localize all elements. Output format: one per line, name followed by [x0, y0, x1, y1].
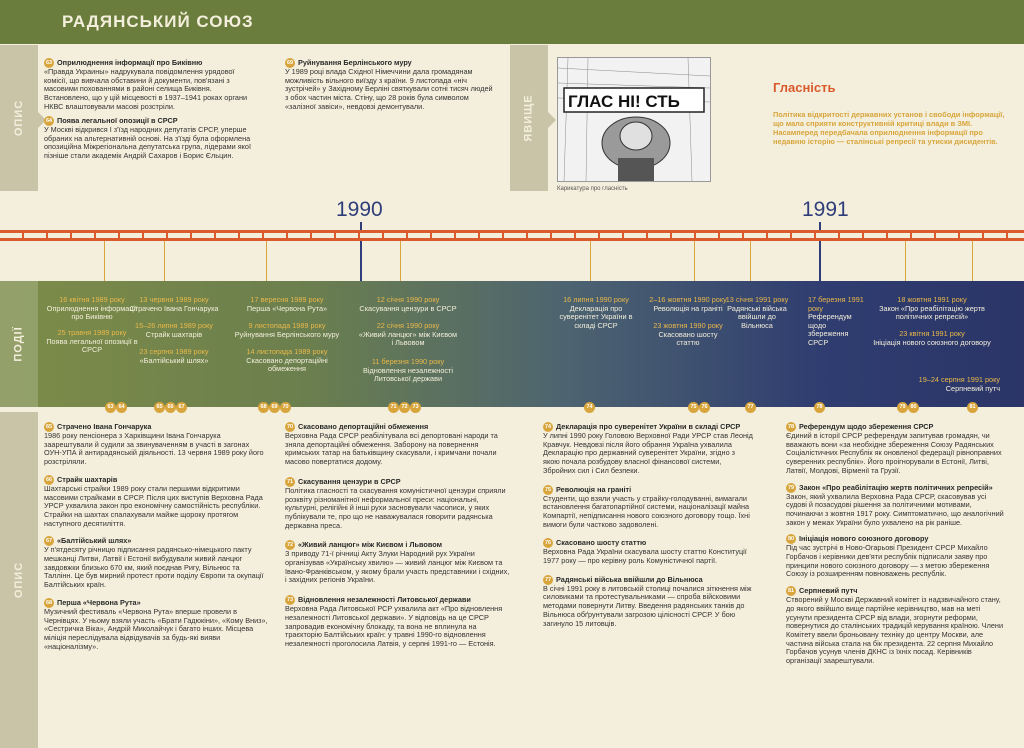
year-1991: 1991 [802, 198, 849, 221]
page-title: РАДЯНСЬКИЙ СОЮЗ [62, 12, 254, 31]
marker-73: 73 [410, 402, 421, 413]
timeline-stem [164, 241, 165, 281]
side-tab-description-bottom: ОПИС [0, 412, 38, 748]
event-80: 23 квітня 1991 року Ініціація нового союзного договору [873, 329, 991, 347]
timeline-stem [750, 241, 751, 281]
marker-81: 81 [967, 402, 978, 413]
event-72: 22 січня 1990 року «Живий ланцюг» між Києвом і Львовом [358, 321, 458, 348]
desc-item-73: 73 Відновлення незалежності Литовської держави Верховна Рада Литовської РСР ухвалила акт «Про відновлення незалежності Литовської держави». У відповідь на це СРСР запровадив економічну блокаду, та вона не вплинула на траєкторію Балтійських країн: у травні 1990-го відновлення незалежності проголосила Латвія, у серпні 1991-го — Естонія. [285, 595, 503, 648]
side-tab-phenomenon: ЯВИЩЕ [510, 45, 548, 191]
top-desc-item-69: 69 Руйнування Берлінського муру У 1989 році влада Східної Німеччини дала громадянам можливість вільного виїзду з країни. 9 листопада «ніч зустрічей» у Західному Берліні святкували сотні тисяч людей з обох частин міста. Стіну, що 28 років була символом «залізної завіси», невдовзі демонтували. [285, 57, 493, 111]
timeline-stem [905, 241, 906, 281]
event-68: 17 вересня 1989 року Перша «Червона Рута» [246, 295, 328, 313]
desc-item-78: 78 Референдум щодо збереження СРСР Єдиний в історії СРСР референдум запитував громадян, чи вважають вони «за необхідне збереження Союзу Радянських Соціалістичних Республік як оновленої федерації рівноправних суверенних республік». Його проігнорували в Естонії, Литві, Латвії, Молдові, Вірменії та Грузії. [786, 421, 1002, 475]
marker-80: 80 [908, 402, 919, 413]
glasnost-cartoon [557, 57, 711, 182]
marker-69: 69 [269, 402, 280, 413]
desc-item-71: 71 Скасування цензури в СРСР Політика гласності та скасування комуністичної цензури сприяли розквіту різноманітної неформальної преси: національні, культурні, релігійні й інші рухи засновували часописи, у яких публікували те, про що не наважувалася говорити радянська державна преса. [285, 476, 506, 530]
event-73: 11 березня 1990 року Відновлення незалежності Литовської держави [362, 357, 454, 384]
side-tab-description-top: ОПИС [0, 45, 38, 191]
marker-72: 72 [399, 402, 410, 413]
timeline-stem [104, 241, 105, 281]
timeline-ruler-ticks [0, 233, 1024, 238]
event-76: 23 жовтня 1990 року Скасовано шосту статтю [653, 321, 723, 348]
marker-63: 63 [105, 402, 116, 413]
marker-77: 77 [745, 402, 756, 413]
desc-item-68: 68 Перша «Червона Рута» Музичний фестиваль «Червона Рута» вперше провели в Чернівцях. У ньому взяли участь «Брати Гадюкіни», «Кому Вниз», «Сестричка Віка», Андрій Миколайчук і багато інших. Місцева міліція переслідувала відвідувачів за будь-які вияви «націоналізму». [44, 597, 268, 651]
timeline-stem [972, 241, 973, 281]
event-74: 16 липня 1990 року Декларація про суверенітет України в складі СРСР [559, 295, 633, 330]
event-81: 19–24 серпня 1991 року Серпневий путч [918, 375, 1000, 393]
event-69: 9 листопада 1989 року Руйнування Берлінського муру [234, 321, 340, 339]
desc-item-67: 67 «Балтійський шлях» У п'ятдесяту річницю підписання радянсько-німецького пакту мешканці Литви, Латвії і Естонії вибудували живий ланцюг завдовжки близько 670 км, який поєднав Ригу, Вільнюс та Таллінн. Це був мирний протест проти поділу Європи та окупації Балтійських країн. [44, 536, 264, 590]
year-1990: 1990 [336, 198, 383, 221]
desc-item-77: 77 Радянські війська ввійшли до Вільнюса В січні 1991 року в литовській столиці почалися зіткнення між силовиками та протестувальниками — спроба війсковими методами повернути Литву. Введення радянських танків до Вільнюса обґрунтували загрозою цілісності СРСР. У бою загинуло 15 литовців. [543, 574, 752, 628]
timeline-stem [400, 241, 401, 281]
event-75: 2–16 жовтня 1990 року Революція на граніті [649, 295, 727, 313]
marker-67: 67 [176, 402, 187, 413]
marker-74: 74 [584, 402, 595, 413]
event-78: 17 березня 1991 року Референдум щодо збереження СРСР [808, 295, 864, 347]
desc-column-4 [786, 422, 1008, 666]
marker-76: 76 [699, 402, 710, 413]
marker-79: 79 [897, 402, 908, 413]
side-tab-events: ПОДІЇ [0, 281, 38, 407]
event-64: 25 травня 1989 року Поява легальної опозиції в СРСР [46, 328, 138, 355]
desc-item-65: 65 Страчено Івана Гончарука 1986 року пенсіонера з Харківщини Івана Гончарука заарештували й судили за звинуваченням в участі в загонах ОУН-УПА й антирадянській діяльності. 13 червня 1989 року його розстріляли. [44, 421, 264, 467]
desc-item-66: 66 Страйк шахтарів Шахтарські страйки 1989 року стали першими відкритими масовими страйками в СРСР. Після цих виступів Верховна Рада УРСР ухвалила закон про економічну самостійність республіки. Страйки на шахтах спалахували майже щороку протягом наступного десятиліття. [44, 474, 263, 528]
marker-71: 71 [388, 402, 399, 413]
desc-item-80: 80 Ініціація нового союзного договору Під час зустрічі в Ново-Огарьові Президент СРСР Михайло Горбачов і керівники дев'яти республік підписали заяву про принципи нового союзного договору — з метою збереження Союзу із розширенням повноважень республік. [786, 534, 990, 579]
desc-item-76: 76 Скасовано шосту статтю Верховна Рада України скасувала шосту статтю Конституції 1977 року — про керівну роль Комуністичної партії. [543, 538, 747, 566]
desc-item-81: 81 Серпневий путч Створений у Москві Державний комітет із надзвичайного стану, до якого ввійшло вище партійне керівництво, мав на меті усунути президента СРСР від влади, згорнути реформи, повернутися до сталінських традицій керування країною. Члени Комітету ввели броньовану техніку до центру Москви, але частина війська стала на бік президента. 22 серпня Михайло Горбачов усунув членів ДКНС із їхніх посад. Керівників організації заарештували. [786, 586, 1004, 666]
event-67: 23 серпня 1989 року «Балтійський шлях» [139, 347, 209, 365]
top-desc-item-64: 64 Поява легальної опозиції в СРСР У Москві відкрився I з'їзд народних депутатів СРСР, уперше обраних на альтернативній основі. На з'їзді була оформлена опозиційна Міжрегіональна депутатська група, лідерами якої пізніше стали академік Андрій Сахаров і Борис Єльцин. [44, 115, 252, 161]
desc-item-70: 70 Скасовано депортаційні обмеження Верховна Рада СРСР реабілітувала всі депортовані народи та зняла депортаційні обмеження. Заборону на повернення кримських татар на батьківщину скасували, і кримчани почали масово повертатися додому. [285, 421, 498, 467]
tab-arrow [548, 112, 556, 128]
desc-column-2 [285, 422, 510, 649]
glasnost-title: Гласність [773, 80, 836, 95]
event-79: 18 жовтня 1991 року Закон «Про реабілітацію жертв політичних репресій» [879, 295, 985, 322]
event-77: 13 січня 1991 року Радянські війська ввійшли до Вільнюса [725, 295, 789, 330]
event-70: 14 листопада 1989 року Скасовано депортаційні обмеження [246, 347, 328, 374]
desc-item-74: 74 Декларація про суверенітет України в складі СРСР У липні 1990 року Головою Верховної Ради УРСР став Леонід Кравчук. Невдовзі після його обрання Україна ухвалила Декларацію про державний суверенітет України, згідно з якою почала розбудову власної фінансової системи, Збройних сил і Сил безпеки. [543, 421, 753, 475]
marker-78: 78 [814, 402, 825, 413]
desc-item-79: 79 Закон «Про реабілітацію жертв політичних репресій» Закон, який ухвалила Верховна Рада СРСР, скасовував усі судові й позасудові рішення за політичними мотивами, починаючи з жовтня 1917 року. Симптоматично, що аналогічний закон у межах України було ухвалено на рік раніше. [786, 482, 1004, 527]
marker-65: 65 [154, 402, 165, 413]
timeline-stem [694, 241, 695, 281]
event-63: 16 квітня 1989 року Оприлюднення інформації про Биківню [46, 295, 138, 322]
marker-64: 64 [116, 402, 127, 413]
cartoon-text: ГЛАС НІ! СТЬ [568, 92, 680, 111]
desc-column-1 [44, 422, 269, 651]
timeline-stem [266, 241, 267, 281]
timeline-stem [590, 241, 591, 281]
desc-item-72: 72 «Живий ланцюг» між Києвом і Львовом З приводу 71-ї річниці Акту Злуки Народний рух України організував «Українську хвилю» — живий ланцюг між Києвом та Івано-Франківськом, у якому брали участь представники і східних, і західних регіонів України. [285, 540, 510, 585]
marker-75: 75 [688, 402, 699, 413]
event-71: 12 січня 1990 року Скасування цензури в СРСР [359, 295, 457, 313]
top-desc-item-63: 63 Оприлюднення інформації про Биківню «Правда Украины» надрукувала повідомлення урядової комісії, що вивчала обставини й документи, пов'язані з масовими похованнями в районі селища Биківня. Встановлено, що у цій місцевості в 1937–1941 роках органи НКВС влаштовували масові розстріли. [44, 57, 248, 111]
event-65: 13 червня 1989 року Страчено Івана Гончарука [129, 295, 219, 313]
cartoon-caption: Карикатура про гласність [557, 186, 628, 192]
marker-68: 68 [258, 402, 269, 413]
cartoon-drawing [558, 58, 710, 181]
desc-item-75: 75 Революція на граніті Студенти, що взяли участь у страйку-голодуванні, вимагали встановлення багатопартійної системи, націоналізації майна Компартії, непідписання нового союзного договору тощо. Їхні вимоги були частково задоволені. [543, 484, 750, 529]
event-66: 15–26 липня 1989 року Страйк шахтарів [135, 321, 213, 339]
marker-70: 70 [280, 402, 291, 413]
glasnost-text: Політика відкритості державних установ і свободи інформації, що мала сприяти конструктивній критиці влади в ЗМІ. Насамперед передбачала оприлюднення інформації про недавню історію — сталінські репресії та утиски дисидентів. [773, 110, 1005, 146]
marker-66: 66 [165, 402, 176, 413]
desc-column-3 [543, 422, 753, 628]
